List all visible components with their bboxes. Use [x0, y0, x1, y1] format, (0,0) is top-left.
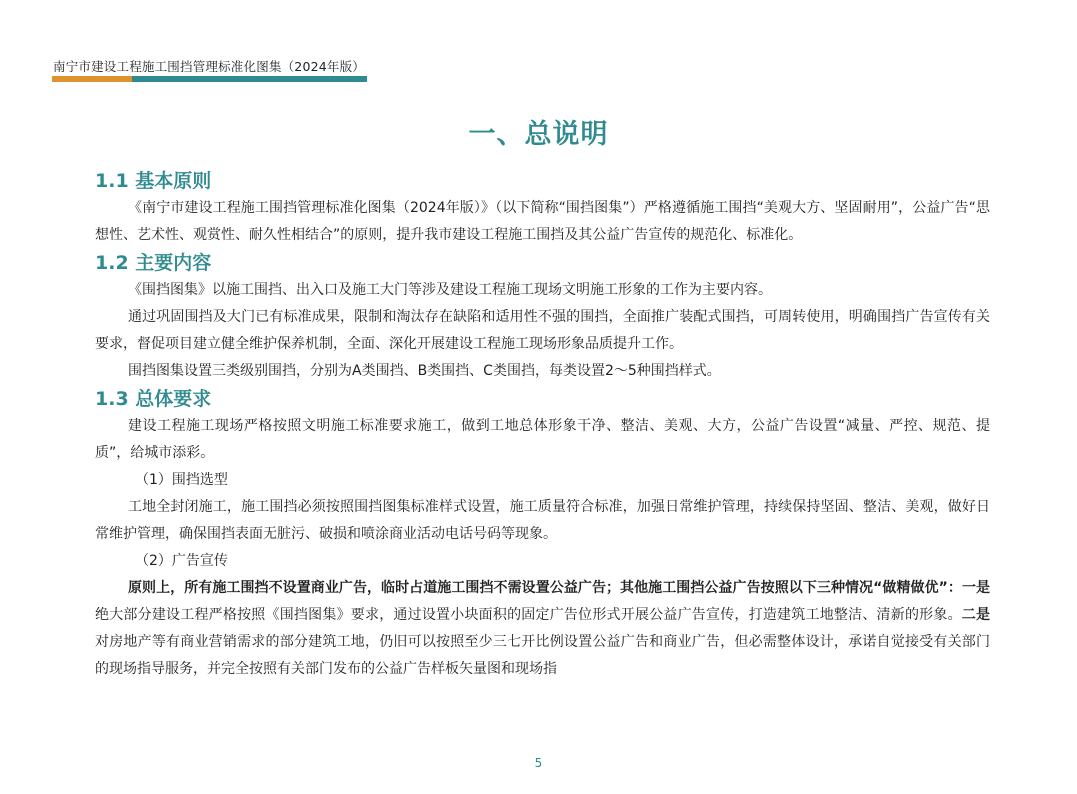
bold-text: 二是 [961, 607, 991, 623]
sub-item-heading: （1）围挡选型 [135, 472, 228, 488]
paragraph: 《围挡图集》以施工围挡、出入口及施工大门等涉及建设工程施工现场文明施工形象的工作为主要内容。 [128, 282, 772, 298]
section-heading-1-3: 1.3 总体要求 [95, 388, 212, 410]
paragraph: 围挡图集设置三类级别围挡，分别为A类围挡、B类围挡、C类围挡，每类设置2～5种围挡样式。 [128, 363, 721, 379]
paragraph-advertising-rules [95, 575, 990, 683]
header-rule-teal [132, 76, 367, 82]
sub-item-heading: （2）广告宣传 [135, 553, 228, 569]
body-text: 绝大部分建设工程严格按照《围挡图集》要求，通过设置小块面积的固定广告位形式开展公益广告宣传，打造建筑工地整洁、清新的形象。 [95, 607, 962, 623]
body-text: 对房地产等有商业营销需求的部分建筑工地，仍旧可以按照至少三七开比例设置公益广告和商业广告，但必需整体设计，承诺自觉接受有关部门的现场指导服务，并完全按照有关部门发布的公益广告样板矢量图和现场指 [95, 634, 990, 677]
paragraph: 《南宁市建设工程施工围挡管理标准化图集（2024年版）》（以下简称“围挡图集”）严格遵循施工围挡“美观大方、坚固耐用”，公益广告“思想性、艺术性、观赏性、耐久性相结合”的原则，提升我市建设工程施工围挡及其公益广告宣传的规范化、标准化。 [95, 200, 990, 243]
header-rule-orange [52, 76, 132, 82]
section-heading-1-1: 1.1 基本原则 [95, 170, 212, 192]
bold-text: 原则上，所有施工围挡不设置商业广告，临时占道施工围挡不需设置公益广告；其他施工围挡公益广告按照以下三种情况“做精做优”： [128, 580, 962, 596]
paragraph: 通过巩固围挡及大门已有标准成果，限制和淘汰存在缺陷和适用性不强的围挡，全面推广装配式围挡，可周转使用，明确围挡广告宣传有关要求，督促项目建立健全维护保养机制，全面、深化开展建设工程施工现场形象品质提升工作。 [95, 309, 990, 352]
document-body [95, 167, 990, 683]
bold-text: 一是 [961, 580, 990, 596]
page-number: 5 [534, 756, 543, 770]
section-heading-1-2: 1.2 主要内容 [95, 252, 212, 274]
document-header-title: 南宁市建设工程施工围挡管理标准化图集（2024年版） [53, 59, 366, 74]
page-title: 一、总说明 [468, 119, 609, 150]
paragraph: 工地全封闭施工，施工围挡必须按照围挡图集标准样式设置，施工质量符合标准，加强日常维护管理，持续保持坚固、整洁、美观，做好日常维护管理，确保围挡表面无脏污、破损和喷涂商业活动电话号码等现象。 [95, 499, 990, 542]
paragraph: 建设工程施工现场严格按照文明施工标准要求施工，做到工地总体形象干净、整洁、美观、大方，公益广告设置“减量、严控、规范、提质”，给城市添彩。 [95, 418, 990, 461]
